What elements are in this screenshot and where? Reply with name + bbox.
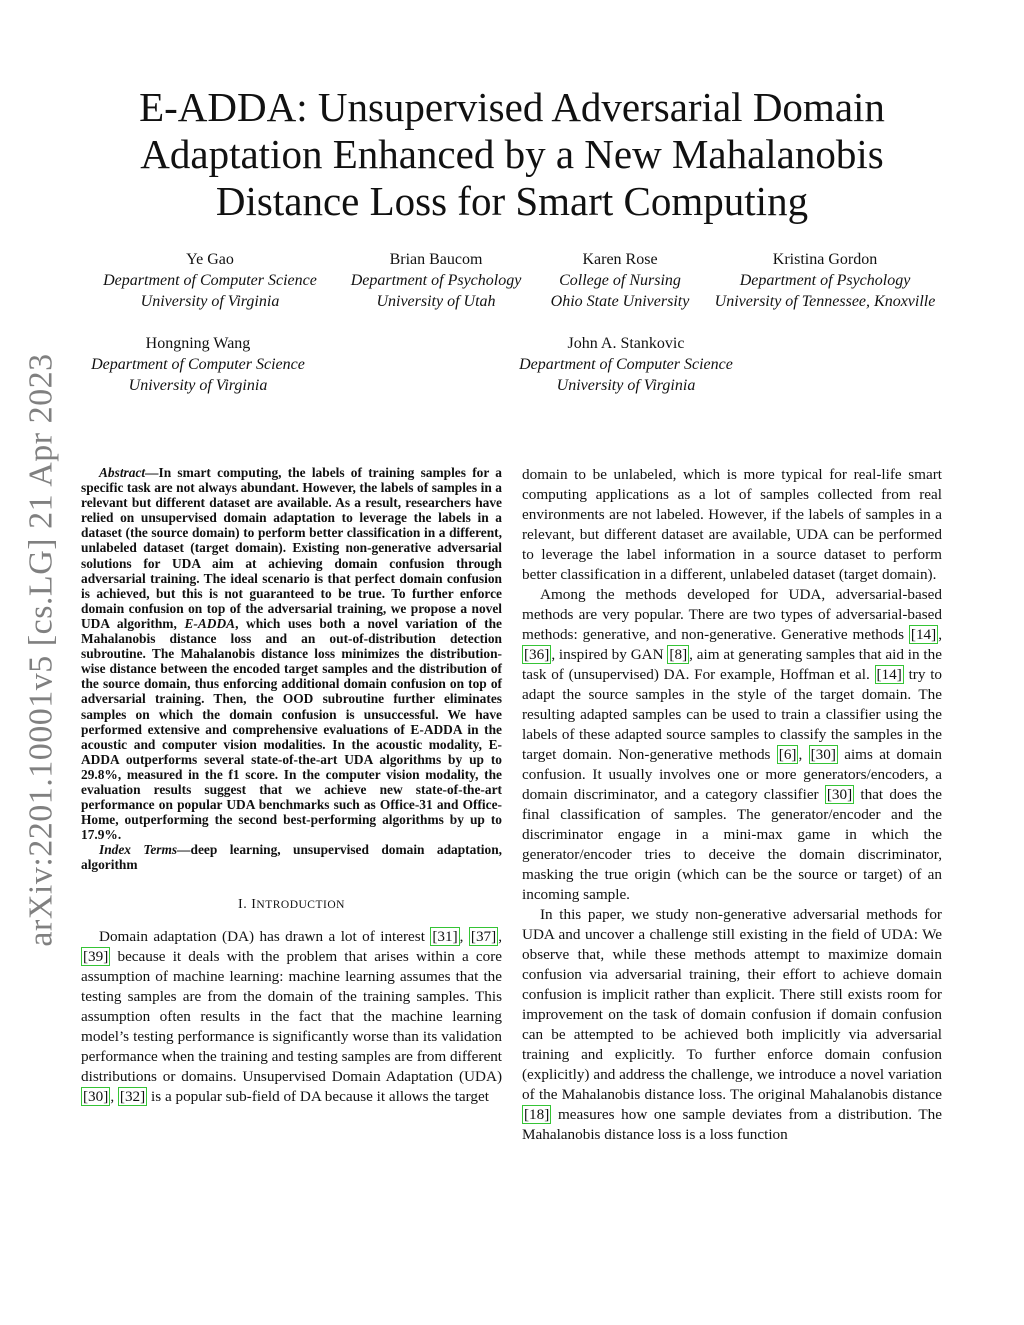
text-run: In this paper, we study non-generative adversarial methods for UDA and uncover a challenge still existing in the field of UDA: We observe that, while these methods attempt to maximize domain confusion via adversarial training, their effort to achieve domain confusion is implicit rather than explicit. There still exists room for improvement on the task of domain confusion if domain confusion can be attempted to be achieved both implicitly via adversarial training and explicitly. To further enforce domain confusion (explicitly) and address the challenge, we introduce a novel variation of the Mahalanobis distance loss. The original Mahalanobis distance	[522, 906, 942, 1103]
author-block	[506, 333, 746, 396]
author-department: Department of Computer Science	[103, 272, 317, 289]
author-block	[336, 249, 536, 312]
citation-link[interactable]: [14]	[876, 666, 902, 683]
section-title-smallcaps: NTRODUCTION	[256, 898, 345, 911]
text-run: ,	[498, 927, 502, 945]
abstract-text-part-1: In smart computing, the labels of training samples for a specific task are not always abundant. However, the labels of samples in a relevant but different dataset are available. As a result, researchers have relied on unsupervised domain adaptation to leverage the labels in a dataset (the source domain) to perform better classification in a different, unlabeled dataset (target domain). Existing non-generative adversarial solutions for UDA aim at achieving domain confusion through adversarial training. The ideal scenario is that perfect domain confusion is achieved, but this is not guaranteed to be true. To further enforce domain confusion on top of the adversarial training, we propose a novel UDA algorithm,	[81, 465, 502, 631]
text-run: is a popular sub-field of DA because it allows the target	[147, 1087, 489, 1105]
author-institution: University of Virginia	[556, 377, 696, 394]
text-run: Among the methods developed for UDA, adversarial-based methods are very popular. There are two types of adversarial-based methods: generative, and non-generative. Generative methods	[522, 586, 942, 643]
intro-paragraph	[81, 927, 502, 1107]
author-department: College of Nursing	[559, 272, 681, 289]
author-block	[92, 249, 328, 312]
abstract-text-part-2: , which uses both a novel variation of the Mahalanobis distance loss and an out-of-distribution detection subroutine. The Mahalanobis distance loss minimizes the distribution-wise distance between the encoded target samples and the distribution of the source domain, thus enforcing additional domain confusion on top of adversarial training. Then, the OOD subroutine further eliminates samples on which the domain confusion is unsuccessful. We have performed extensive and comprehensive evaluations of E-ADDA in the acoustic and computer vision modalities. In the acoustic modality, E-ADDA outperforms several state-of-the-art UDA algorithms by up to 29.8%, measured in the f1 score. In the computer vision modality, the evaluation results suggest that we achieve new state-of-the-art performance on popular UDA benchmarks such as Office-31 and Office-Home, outperforming the second best-performing algorithms by up to 17.9%.	[81, 615, 502, 843]
citation-link[interactable]: [30]	[83, 1087, 109, 1105]
text-run: ,	[459, 927, 469, 945]
citation-link[interactable]: [14]	[910, 626, 937, 643]
author-institution: University of Virginia	[140, 293, 280, 310]
text-run: ,	[798, 746, 809, 763]
text-run: ,	[110, 1087, 118, 1105]
citation-link[interactable]: [6]	[778, 746, 797, 763]
section-heading	[81, 895, 502, 915]
author-institution: University of Virginia	[128, 377, 268, 394]
index-terms-label: Index Terms—	[99, 842, 191, 858]
text-run: Domain adaptation (DA) has drawn a lot of interest	[99, 927, 431, 945]
index-terms	[81, 842, 502, 872]
author-block	[704, 249, 946, 312]
text-run: try to adapt the source samples in the style of the target domain. The resulting adapted samples can be used to train a classifier using the labels of these adapted source samples to classify the samples in the target domain. Non-generative methods	[522, 666, 943, 763]
citation-link[interactable]: [32]	[119, 1087, 146, 1105]
body-paragraph: domain to be unlabeled, which is more typical for real-life smart computing applications as a lot of samples collected from real environments are not labeled. However, if the labels of samples in a relevant, but different dataset are available, UDA can be performed to leverage the label information in a source dataset to perform better classification in a different, unlabeled dataset (target domain).	[522, 466, 942, 583]
abstract-label: Abstract—	[99, 465, 159, 480]
text-run: , aim at generating samples that aid in the task of (unsupervised) DA. For example, Hoffman et al.	[522, 646, 942, 683]
author-name: Brian Baucom	[389, 251, 483, 268]
index-terms-text: deep learning, unsupervised domain adaptation, algorithm	[81, 842, 502, 873]
author-block	[540, 249, 700, 312]
author-department: Department of Computer Science	[91, 356, 305, 373]
body-paragraph	[522, 585, 942, 905]
section-first-letter: I	[251, 896, 257, 912]
author-institution: Ohio State University	[550, 293, 690, 310]
text-run: measures how one sample deviates from a distribution. The Mahalanobis distance loss is a loss function	[522, 1106, 942, 1143]
paper-title: E-ADDA: Unsupervised Adversarial Domain Adaptation Enhanced by a New Mahalanobis Distance Loss for Smart Computing	[139, 84, 885, 224]
arxiv-side-stamp	[22, 350, 62, 950]
citation-link[interactable]: [36]	[524, 646, 550, 663]
text-run: that does the final classification of samples. The generator/encoder and the discriminator engage in a mini-max game in which the generator/encoder tries to deceive the domain discriminator, masking the true origin (which can be the source or target) of an incoming sample.	[522, 786, 942, 903]
author-name: Ye Gao	[186, 251, 234, 268]
text-run: aims at domain confusion. It usually involves one or more generators/encoders, a domain discriminator, and a category classifier	[522, 746, 943, 803]
citation-link[interactable]: [30]	[810, 746, 836, 763]
body-paragraph	[522, 905, 942, 1145]
citation-link[interactable]: [8]	[669, 646, 688, 663]
author-department: Department of Computer Science	[519, 356, 733, 373]
author-name: Kristina Gordon	[772, 251, 878, 268]
author-name: Hongning Wang	[145, 335, 251, 352]
citation-link[interactable]: [39]	[83, 947, 109, 965]
left-column	[81, 465, 502, 1107]
author-institution: University of Utah	[376, 293, 496, 310]
abstract	[81, 465, 502, 842]
right-column	[522, 465, 942, 1145]
author-name: Karen Rose	[582, 251, 658, 268]
text-run: , inspired by GAN	[551, 646, 668, 663]
author-department: Department of Psychology	[350, 272, 522, 289]
arxiv-identifier: arXiv:2201.10001v5 [cs.LG] 21 Apr 2023	[23, 353, 60, 947]
citation-link[interactable]: [37]	[470, 927, 497, 945]
citation-link[interactable]: [18]	[524, 1106, 550, 1123]
author-institution: University of Tennessee, Knoxville	[714, 293, 936, 310]
author-department: Department of Psychology	[739, 272, 911, 289]
text-run: ,	[938, 626, 942, 643]
citation-link[interactable]: [31]	[432, 927, 458, 945]
citation-link[interactable]: [30]	[826, 786, 853, 803]
abstract-emphasis: E-ADDA	[184, 615, 236, 631]
author-block	[78, 333, 318, 396]
author-name: John A. Stankovic	[567, 335, 685, 352]
text-run: because it deals with the problem that arises within a core assumption of machine learning: machine learning assumes that the testing samples are from the domain of the training samples. This assumption often results in the fact that the machine learning model’s testing performance is significantly worse than its validation performance when the training and testing samples are from different distributions or domains. Unsupervised Domain Adaptation (UDA)	[81, 947, 503, 1085]
section-numeral: I.	[238, 896, 252, 912]
